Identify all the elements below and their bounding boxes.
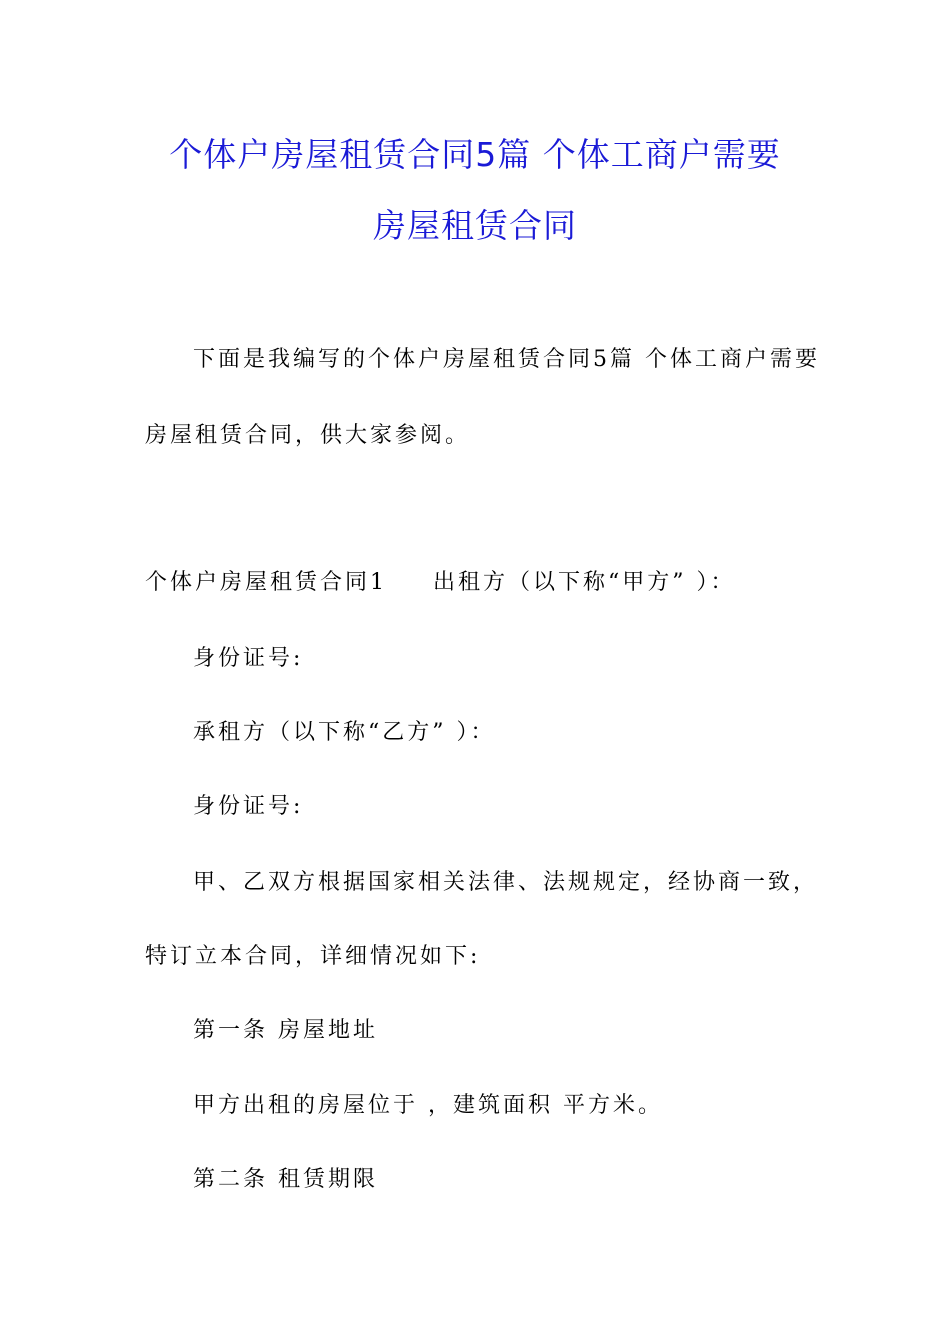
- lessee-label: 承租方（以下称“乙方” ）：: [193, 720, 496, 745]
- contract-heading-row: [145, 568, 736, 598]
- intro-line2: 房屋租赁合同，供大家参阅。: [145, 423, 471, 448]
- lessor-id-label: 身份证号:: [193, 646, 304, 671]
- article2-title: 第二条 租赁期限: [193, 1167, 378, 1192]
- article1-body: 甲方出租的房屋位于 ，建筑面积 平方米。: [193, 1093, 663, 1118]
- preamble-line2: 特订立本合同，详细情况如下:: [145, 944, 481, 969]
- preamble-line1: 甲、乙双方根据国家相关法律、法规规定，经协商一致，: [193, 870, 819, 895]
- lessee-id-label: 身份证号:: [193, 794, 304, 819]
- document-title-line2: 房屋租赁合同: [373, 206, 577, 245]
- intro-line1: 下面是我编写的个体户房屋租赁合同5篇 个体工商户需要: [193, 347, 820, 372]
- document-title-line1: 个体户房屋租赁合同5篇 个体工商户需要: [169, 135, 781, 174]
- contract-heading: 个体户房屋租赁合同1: [145, 570, 387, 595]
- lessor-label: 出租方（以下称“甲方” ）：: [433, 570, 736, 595]
- article1-title: 第一条 房屋地址: [193, 1018, 378, 1043]
